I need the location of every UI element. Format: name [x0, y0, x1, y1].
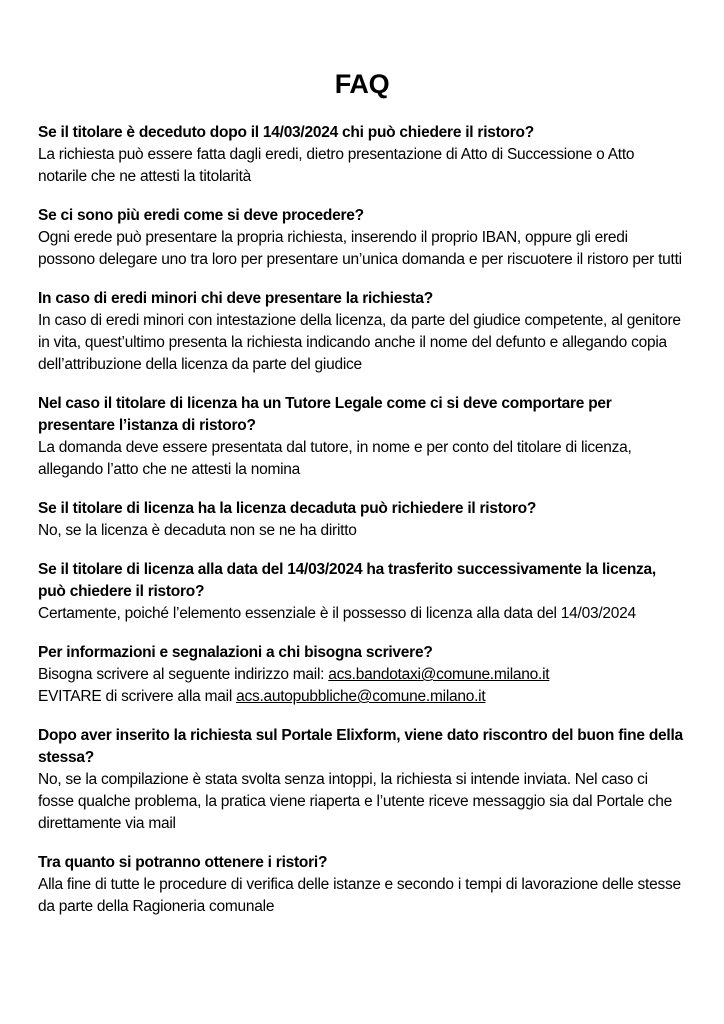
- faq-answer: No, se la compilazione è stata svolta senza intoppi, la richiesta si intende inviata. Nel caso ci fosse qualche problema, la pratica viene riaperta e l’utente riceve messaggio sia dal Portale che direttamente via mail: [38, 771, 673, 832]
- faq-question: In caso di eredi minori chi deve presentare la richiesta?: [38, 290, 433, 307]
- faq-content: [0, 98, 724, 918]
- faq-item: [38, 288, 686, 376]
- faq-item: [38, 205, 686, 271]
- faq-answer-text: EVITARE di scrivere alla mail: [38, 688, 237, 705]
- faq-question: Per informazioni e segnalazioni a chi bisogna scrivere?: [38, 644, 433, 661]
- faq-question: Nel caso il titolare di licenza ha un Tutore Legale come ci si deve comportare per presentare l’istanza di ristoro?: [38, 395, 612, 434]
- faq-item: [38, 393, 686, 481]
- page-title: FAQ: [334, 69, 390, 99]
- faq-answer: Certamente, poiché l’elemento essenziale è il possesso di licenza alla data del 14/03/2024: [38, 605, 636, 622]
- faq-item: [38, 642, 686, 708]
- faq-answer: La richiesta può essere fatta dagli eredi, dietro presentazione di Atto di Successione o Atto notarile che ne attesti la titolarità: [38, 146, 635, 185]
- faq-answer-text: Bisogna scrivere al seguente indirizzo mail:: [38, 666, 329, 683]
- faq-answer: La domanda deve essere presentata dal tutore, in nome e per conto del titolare di licenza, allegando l’atto che ne attesti la nomina: [38, 439, 632, 478]
- faq-answer: Ogni erede può presentare la propria richiesta, inserendo il proprio IBAN, oppure gli eredi possono delegare uno tra loro per presentare un’unica domanda e per riscuotere il ristoro per tutti: [38, 229, 682, 268]
- faq-answer: In caso di eredi minori con intestazione della licenza, da parte del giudice competente, al genitore in vita, quest’ultimo presenta la richiesta indicando anche il nome del defunto e allegando copia dell’attribuzione della licenza da parte del giudice: [38, 312, 681, 373]
- faq-item: [38, 498, 686, 542]
- faq-question: Dopo aver inserito la richiesta sul Portale Elixform, viene dato riscontro del buon fine della stessa?: [38, 727, 683, 766]
- faq-answer: [38, 664, 686, 708]
- faq-question: Se il titolare di licenza ha la licenza decaduta può richiedere il ristoro?: [38, 500, 537, 517]
- faq-question: Se il titolare è deceduto dopo il 14/03/2024 chi può chiedere il ristoro?: [38, 124, 534, 141]
- faq-question: Se ci sono più eredi come si deve procedere?: [38, 207, 364, 224]
- faq-item: [38, 559, 686, 625]
- faq-item: [38, 852, 686, 918]
- faq-question: Se il titolare di licenza alla data del 14/03/2024 ha trasferito successivamente la licenza, può chiedere il ristoro?: [38, 561, 656, 600]
- faq-item: [38, 122, 686, 188]
- faq-answer: No, se la licenza è decaduta non se ne ha diritto: [38, 522, 357, 539]
- faq-item: [38, 725, 686, 835]
- email-link-autopubbliche[interactable]: acs.autopubbliche@comune.milano.it: [236, 688, 486, 705]
- faq-answer: Alla fine di tutte le procedure di verifica delle istanze e secondo i tempi di lavorazione delle stesse da parte della Ragioneria comunale: [38, 876, 681, 915]
- email-link-bandotaxi[interactable]: acs.bandotaxi@comune.milano.it: [328, 666, 550, 683]
- faq-question: Tra quanto si potranno ottenere i ristori?: [38, 854, 328, 871]
